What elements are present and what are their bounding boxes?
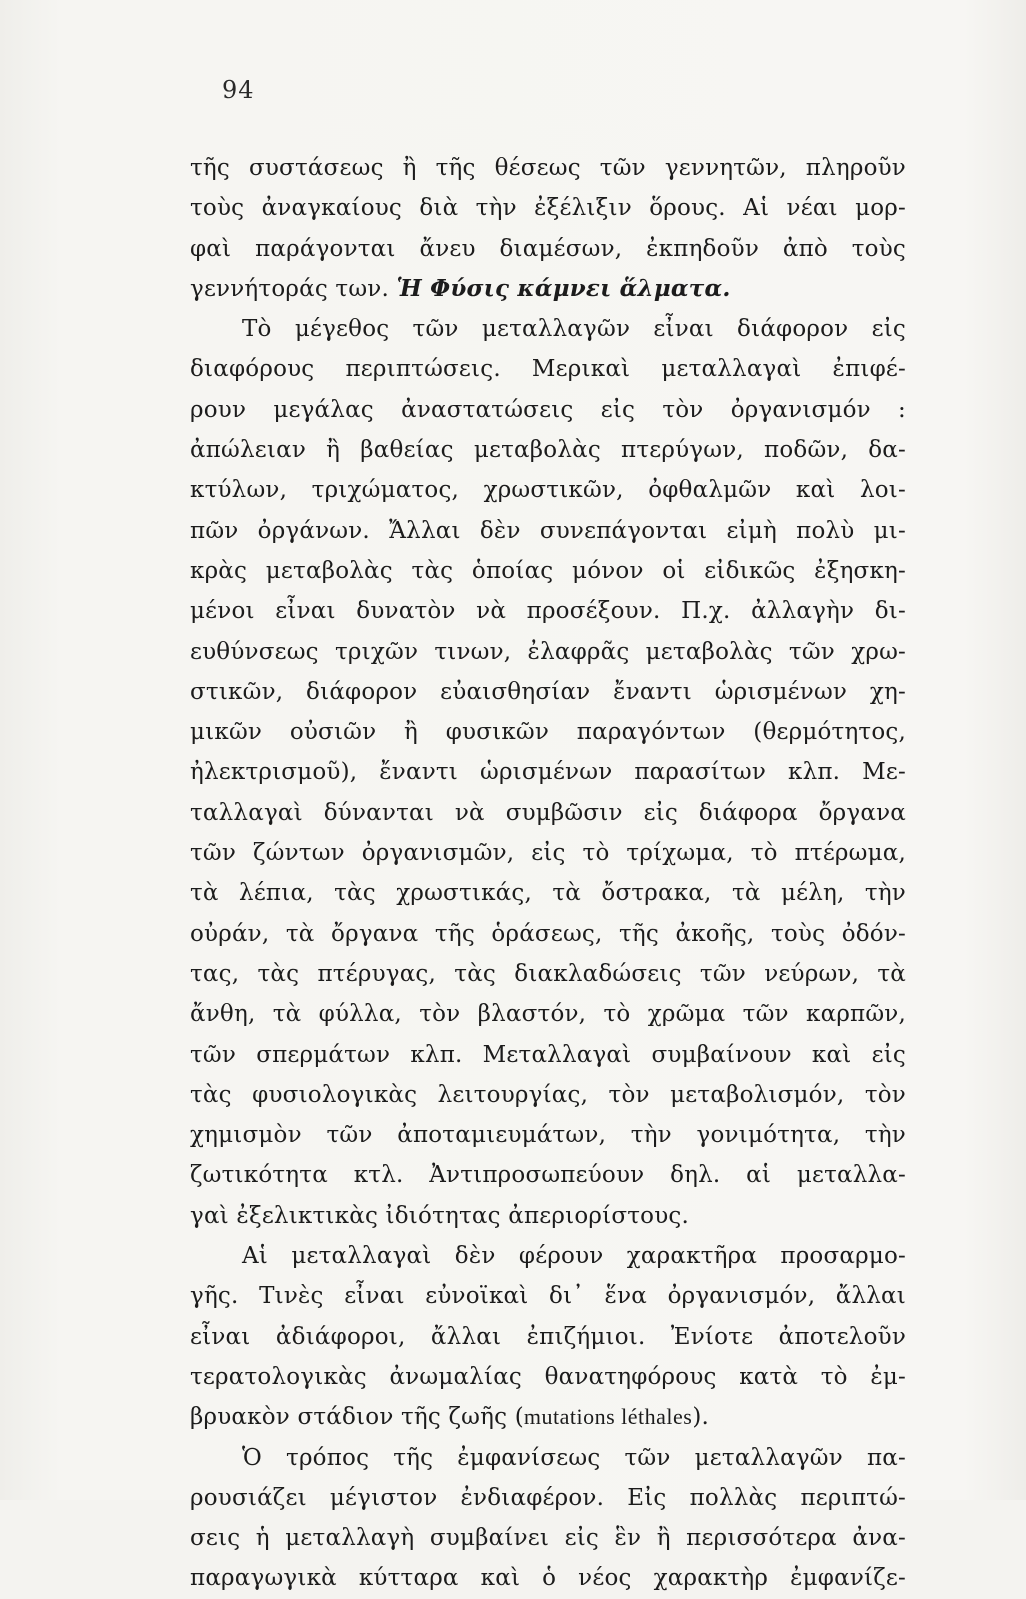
text-line: ευθύνσεως τριχῶν τινων, ἐλαφρᾶς μεταβολὰς τῶν χρω- [190,638,906,665]
text-line: παραγωγικὰ κύτταρα καὶ ὁ νέος χαρακτὴρ ἐμφανίζε- [190,1565,906,1592]
text-line: ρουν μεγάλας ἀναστατώσεις εἰς τὸν ὀργανισμόν : [190,396,906,423]
text-line: ταλλαγαὶ δύνανται νὰ συμβῶσιν εἰς διάφορα ὄργανα [190,799,906,826]
text-line: φαὶ παράγονται ἄνευ διαμέσων, ἐκπηδοῦν ἀπὸ τοὺς [190,235,906,262]
text-line: Ὁ τρόπος τῆς ἐμφανίσεως τῶν μεταλλαγῶν πα- [242,1444,906,1471]
text-line: τοὺς ἀναγκαίους διὰ τὴν ἐξέλιξιν ὅρους. Αἱ νέαι μορ- [190,195,906,222]
text-line: κτύλων, τριχώματος, χρωστικῶν, ὀφθαλμῶν καὶ λοι- [190,477,906,504]
text-line: χημισμὸν τῶν ἀποταμιευμάτων, τὴν γονιμότητα, τὴν [190,1122,906,1149]
text-line: τας, τὰς πτέρυγας, τὰς διακλαδώσεις τῶν νεύρων, τὰ [190,960,906,987]
text-line: τερατολογικὰς ἀνωμαλίας θανατηφόρους κατὰ τὸ ἐμ- [190,1363,906,1390]
text-line: Τὸ μέγεθος τῶν μεταλλαγῶν εἶναι διάφορον εἰς [242,316,906,343]
text-line [190,1397,906,1437]
text-line: διαφόρους περιπτώσεις. Μερικαὶ μεταλλαγαὶ ἐπιφέ- [190,356,906,383]
text-line: τῆς συστάσεως ἢ τῆς θέσεως τῶν γεννητῶν, πληροῦν [190,155,906,181]
text-line: ζωτικότητα κτλ. Ἀντιπροσωπεύουν δηλ. αἱ μεταλλα- [190,1162,906,1189]
body-text [190,148,906,1599]
emphasized-phrase: Ἡ Φύσις κάμνει ἅλματα. [396,274,731,302]
text-segment: βρυακὸν στάδιον τῆς ζωῆς ( [190,1404,524,1431]
text-line [190,269,906,309]
text-line: μικῶν οὐσιῶν ἢ φυσικῶν παραγόντων (θερμότητος, [190,719,906,746]
text-line: ρουσιάζει μέγιστον ἐνδιαφέρον. Εἰς πολλὰς περιπτώ- [190,1484,906,1511]
text-line: τὰς φυσιολογικὰς λειτουργίας, τὸν μεταβολισμόν, τὸν [190,1081,906,1108]
text-line: τῶν σπερμάτων κλπ. Μεταλλαγαὶ συμβαίνουν καὶ εἰς [190,1041,906,1068]
text-line: στικῶν, διάφορον εὐαισθησίαν ἔναντι ὡρισμένων χη- [190,678,906,705]
text-line: γῆς. Τινὲς εἶναι εὐνοϊκαὶ δι᾽ ἕνα ὀργανισμόν, ἄλλαι [190,1283,906,1310]
text-line: σεις ἡ μεταλλαγὴ συμβαίνει εἰς ἓν ἢ περισσότερα ἀνα- [190,1525,906,1552]
text-line: ἀπώλειαν ἢ βαθείας μεταβολὰς πτερύγων, ποδῶν, δα- [190,437,906,464]
text-line: τὰ λέπια, τὰς χρωστικάς, τὰ ὄστρακα, τὰ μέλη, τὴν [190,880,906,907]
text-line: τῶν ζώντων ὀργανισμῶν, εἰς τὸ τρίχωμα, τὸ πτέρωμα, [190,840,906,867]
text-line: εἶναι ἀδιάφοροι, ἄλλαι ἐπιζήμιοι. Ἐνίοτε ἀποτελοῦν [190,1323,906,1350]
text-line: ἄνθη, τὰ φύλλα, τὸν βλαστόν, τὸ χρῶμα τῶν καρπῶν, [190,1001,906,1028]
latin-term: mutations léthales [523,1404,693,1430]
text-segment: ). [692,1404,710,1431]
text-line: κρὰς μεταβολὰς τὰς ὁποίας μόνον οἱ εἰδικῶς ἐξησκη- [190,557,906,584]
text-line: μένοι εἶναι δυνατὸν νὰ προσέξουν. Π.χ. ἀλλαγὴν δι- [190,598,906,625]
text-line: πῶν ὀργάνων. Ἄλλαι δὲν συνεπάγονται εἰμὴ πολὺ μι- [190,517,906,544]
page-number: 94 [222,76,255,104]
text-line: Αἱ μεταλλαγαὶ δὲν φέρουν χαρακτῆρα προσαρμο- [242,1243,906,1270]
text-line: γαὶ ἐξελικτικὰς ἰδιότητας ἀπεριορίστους. [190,1202,689,1229]
text-segment: γεννήτοράς των. [190,275,397,302]
text-line: ἠλεκτρισμοῦ), ἔναντι ὡρισμένων παρασίτων κλπ. Με- [190,759,906,786]
text-line: οὐράν, τὰ ὄργανα τῆς ὁράσεως, τῆς ἀκοῆς, τοὺς ὀδόν- [190,920,906,947]
